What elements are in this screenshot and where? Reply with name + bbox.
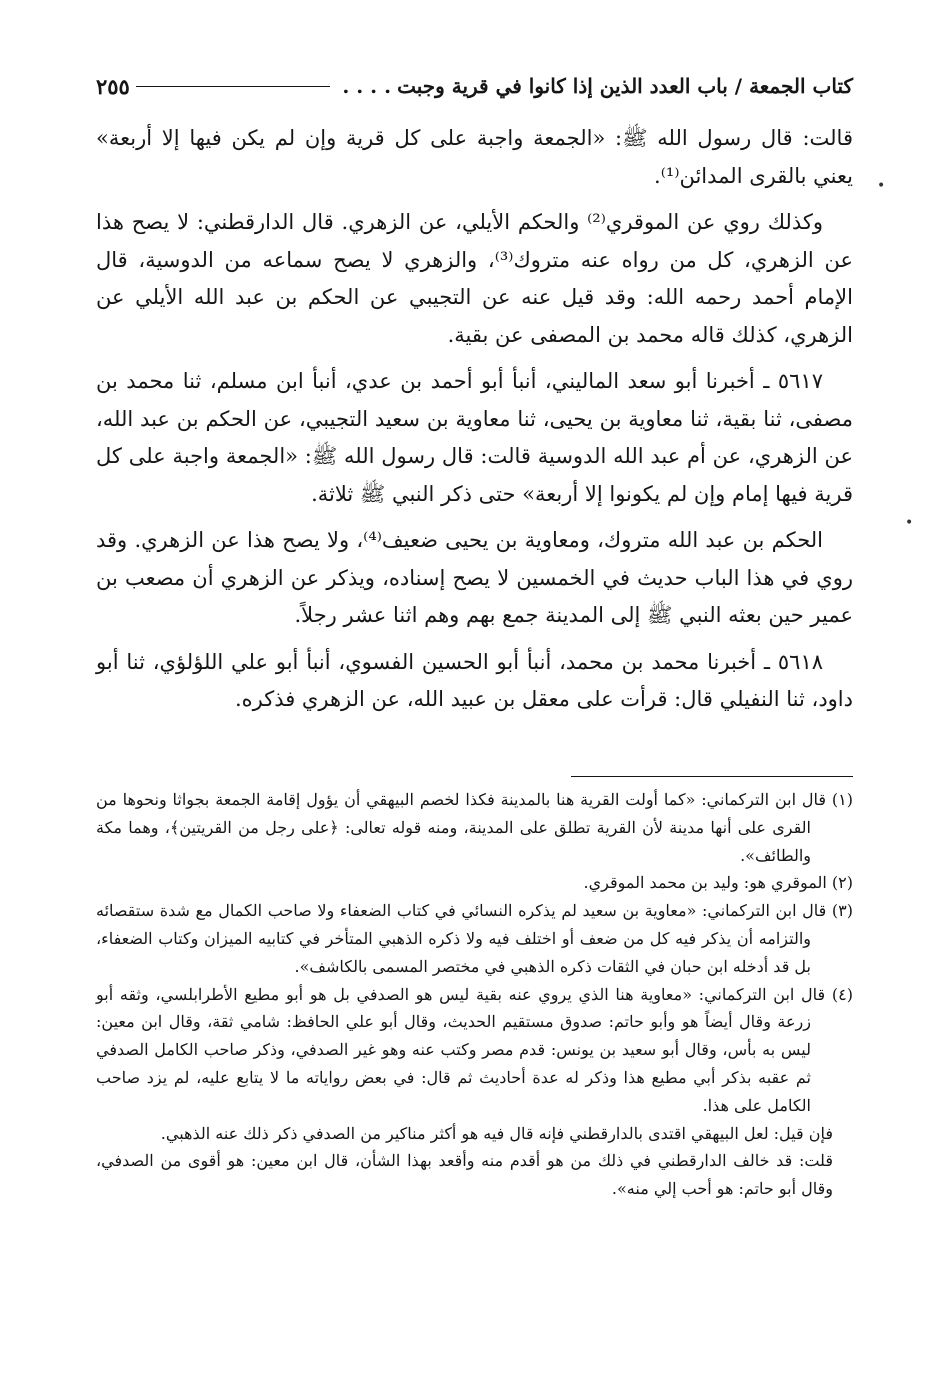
footnote-separator bbox=[571, 776, 853, 777]
margin-mark: • bbox=[877, 178, 886, 194]
footnote-1: (١) قال ابن التركماني: «كما أولت القرية هنا بالمدينة فكذا لخصم البيهقي أن يؤول إقامة الجمعة بجواثا ونحوها من القرى على أنها مدينة لأن القرية تطلق على المدينة، ومنه قوله تعالى: ﴿على رجل من القريتين﴾، وهما مكة والطائف». bbox=[96, 790, 853, 865]
footnote-4-reply: قلت: قد خالف الدارقطني في ذلك من هو أقدم منه وأقعد بهذا الشأن، قال ابن معين: هو أقوى من الصدفي، وقال أبو حاتم: هو أحب إلي منه». bbox=[96, 1151, 833, 1199]
running-header bbox=[96, 66, 853, 106]
chapter-title: كتاب الجمعة / باب العدد الذين إذا كانوا في قرية وجبت bbox=[397, 74, 853, 98]
footnote-2: (٢) الموقري هو: وليد بن محمد الموقري. bbox=[583, 873, 853, 893]
paragraph-hadith-5618: ٥٦١٨ ـ أخبرنا محمد بن محمد، أنبأ أبو الحسين الفسوي، أنبأ أبو علي اللؤلؤي، ثنا أبو داود، ثنا النفيلي قال: قرأت على معقل بن عبيد الله، عن الزهري فذكره. bbox=[96, 649, 853, 711]
page-number: ٢٥٥ bbox=[96, 73, 130, 99]
margin-mark: • bbox=[905, 515, 914, 531]
footnote-4-objection: فإن قيل: لعل البيهقي اقتدى بالدارقطني فإنه قال فيه هو أكثر مناكير من الصدفي ذكر ذلك عنه الذهبي. bbox=[160, 1123, 833, 1143]
paragraph-narration-note: وكذلك روي عن الموقري⁽²⁾ والحكم الأيلي، عن الزهري. قال الدارقطني: لا يصح هذا عن الزهري، كل من رواه عنه متروك⁽³⁾، والزهري لا يصح سماعه من الدوسية، قال الإمام أحمد رحمه الله: وقد قيل عنه عن التجيبي عن الحكم بن عبد الله الأيلي عن الزهري، كذلك قاله محمد بن المصفى عن بقية. bbox=[96, 210, 853, 347]
paragraph-hadith-continuation: قالت: قال رسول الله ﷺ: «الجمعة واجبة على كل قرية وإن لم يكن فيها إلا أربعة» يعني بالقرى المدائن⁽¹⁾. bbox=[96, 126, 853, 188]
footnotes bbox=[96, 786, 853, 1203]
paragraph-hadith-5617: ٥٦١٧ ـ أخبرنا أبو سعد الماليني، أنبأ أبو أحمد بن عدي، أنبأ ابن مسلم، ثنا محمد بن مصفى، ثنا بقية، ثنا معاوية بن يحيى، ثنا معاوية بن سعيد التجيبي، عن الحكم بن عبد الله، عن الزهري، عن أم عبد الله الدوسية قالت: قال رسول الله ﷺ: «الجمعة واجبة على كل قرية فيها إمام وإن لم يكونوا إلا أربعة» حتى ذكر النبي ﷺ ثلاثة. bbox=[96, 369, 853, 506]
header-rule bbox=[136, 86, 330, 87]
main-text bbox=[96, 120, 853, 728]
footnote-3: (٣) قال ابن التركماني: «معاوية بن سعيد لم يذكره النسائي في كتاب الضعفاء ولا صاحب الكمال مع شدة ستقصائه والتزامه أن يذكر فيه كل من ضعف أو اختلف فيه ولا ذكره الذهبي المتأخر في كتابيه الميزان وكتاب الضعفاء، بل قد أدخله ابن حبان في الثقات ذكره الذهبي في مختصر المسمى بالكاشف». bbox=[96, 901, 853, 976]
header-dots: . . . . bbox=[342, 74, 392, 98]
footnote-4: (٤) قال ابن التركماني: «معاوية هنا الذي يروي عنه بقية ليس هو الصدفي بل هو أبو مطيع الأطرابلسي، وثقه أبو زرعة وقال أيضاً هو وأبو حاتم: صدوق مستقيم الحديث، وقال أبو علي الحافظ: شامي ثقة، وقال ابن معين: ليس به بأس، وقال أبو سعيد بن يونس: قدم مصر وكتب عنه وهو غير الصدفي، وذكر صاحب الكامل الصدفي ثم عقبه بذكر أبي مطيع هذا وذكر له عدة أحاديث ثم قال: في بعض رواياته ما لا يتابع عليه، لم يزد صاحب الكامل على هذا. bbox=[96, 984, 853, 1115]
paragraph-grading: الحكم بن عبد الله متروك، ومعاوية بن يحيى ضعيف⁽⁴⁾، ولا يصح هذا عن الزهري. وقد روي في هذا الباب حديث في الخمسين لا يصح إسناده، ويذكر عن الزهري أن مصعب بن عمير حين بعثه النبي ﷺ إلى المدينة جمع بهم وهم اثنا عشر رجلاً. bbox=[96, 528, 853, 627]
